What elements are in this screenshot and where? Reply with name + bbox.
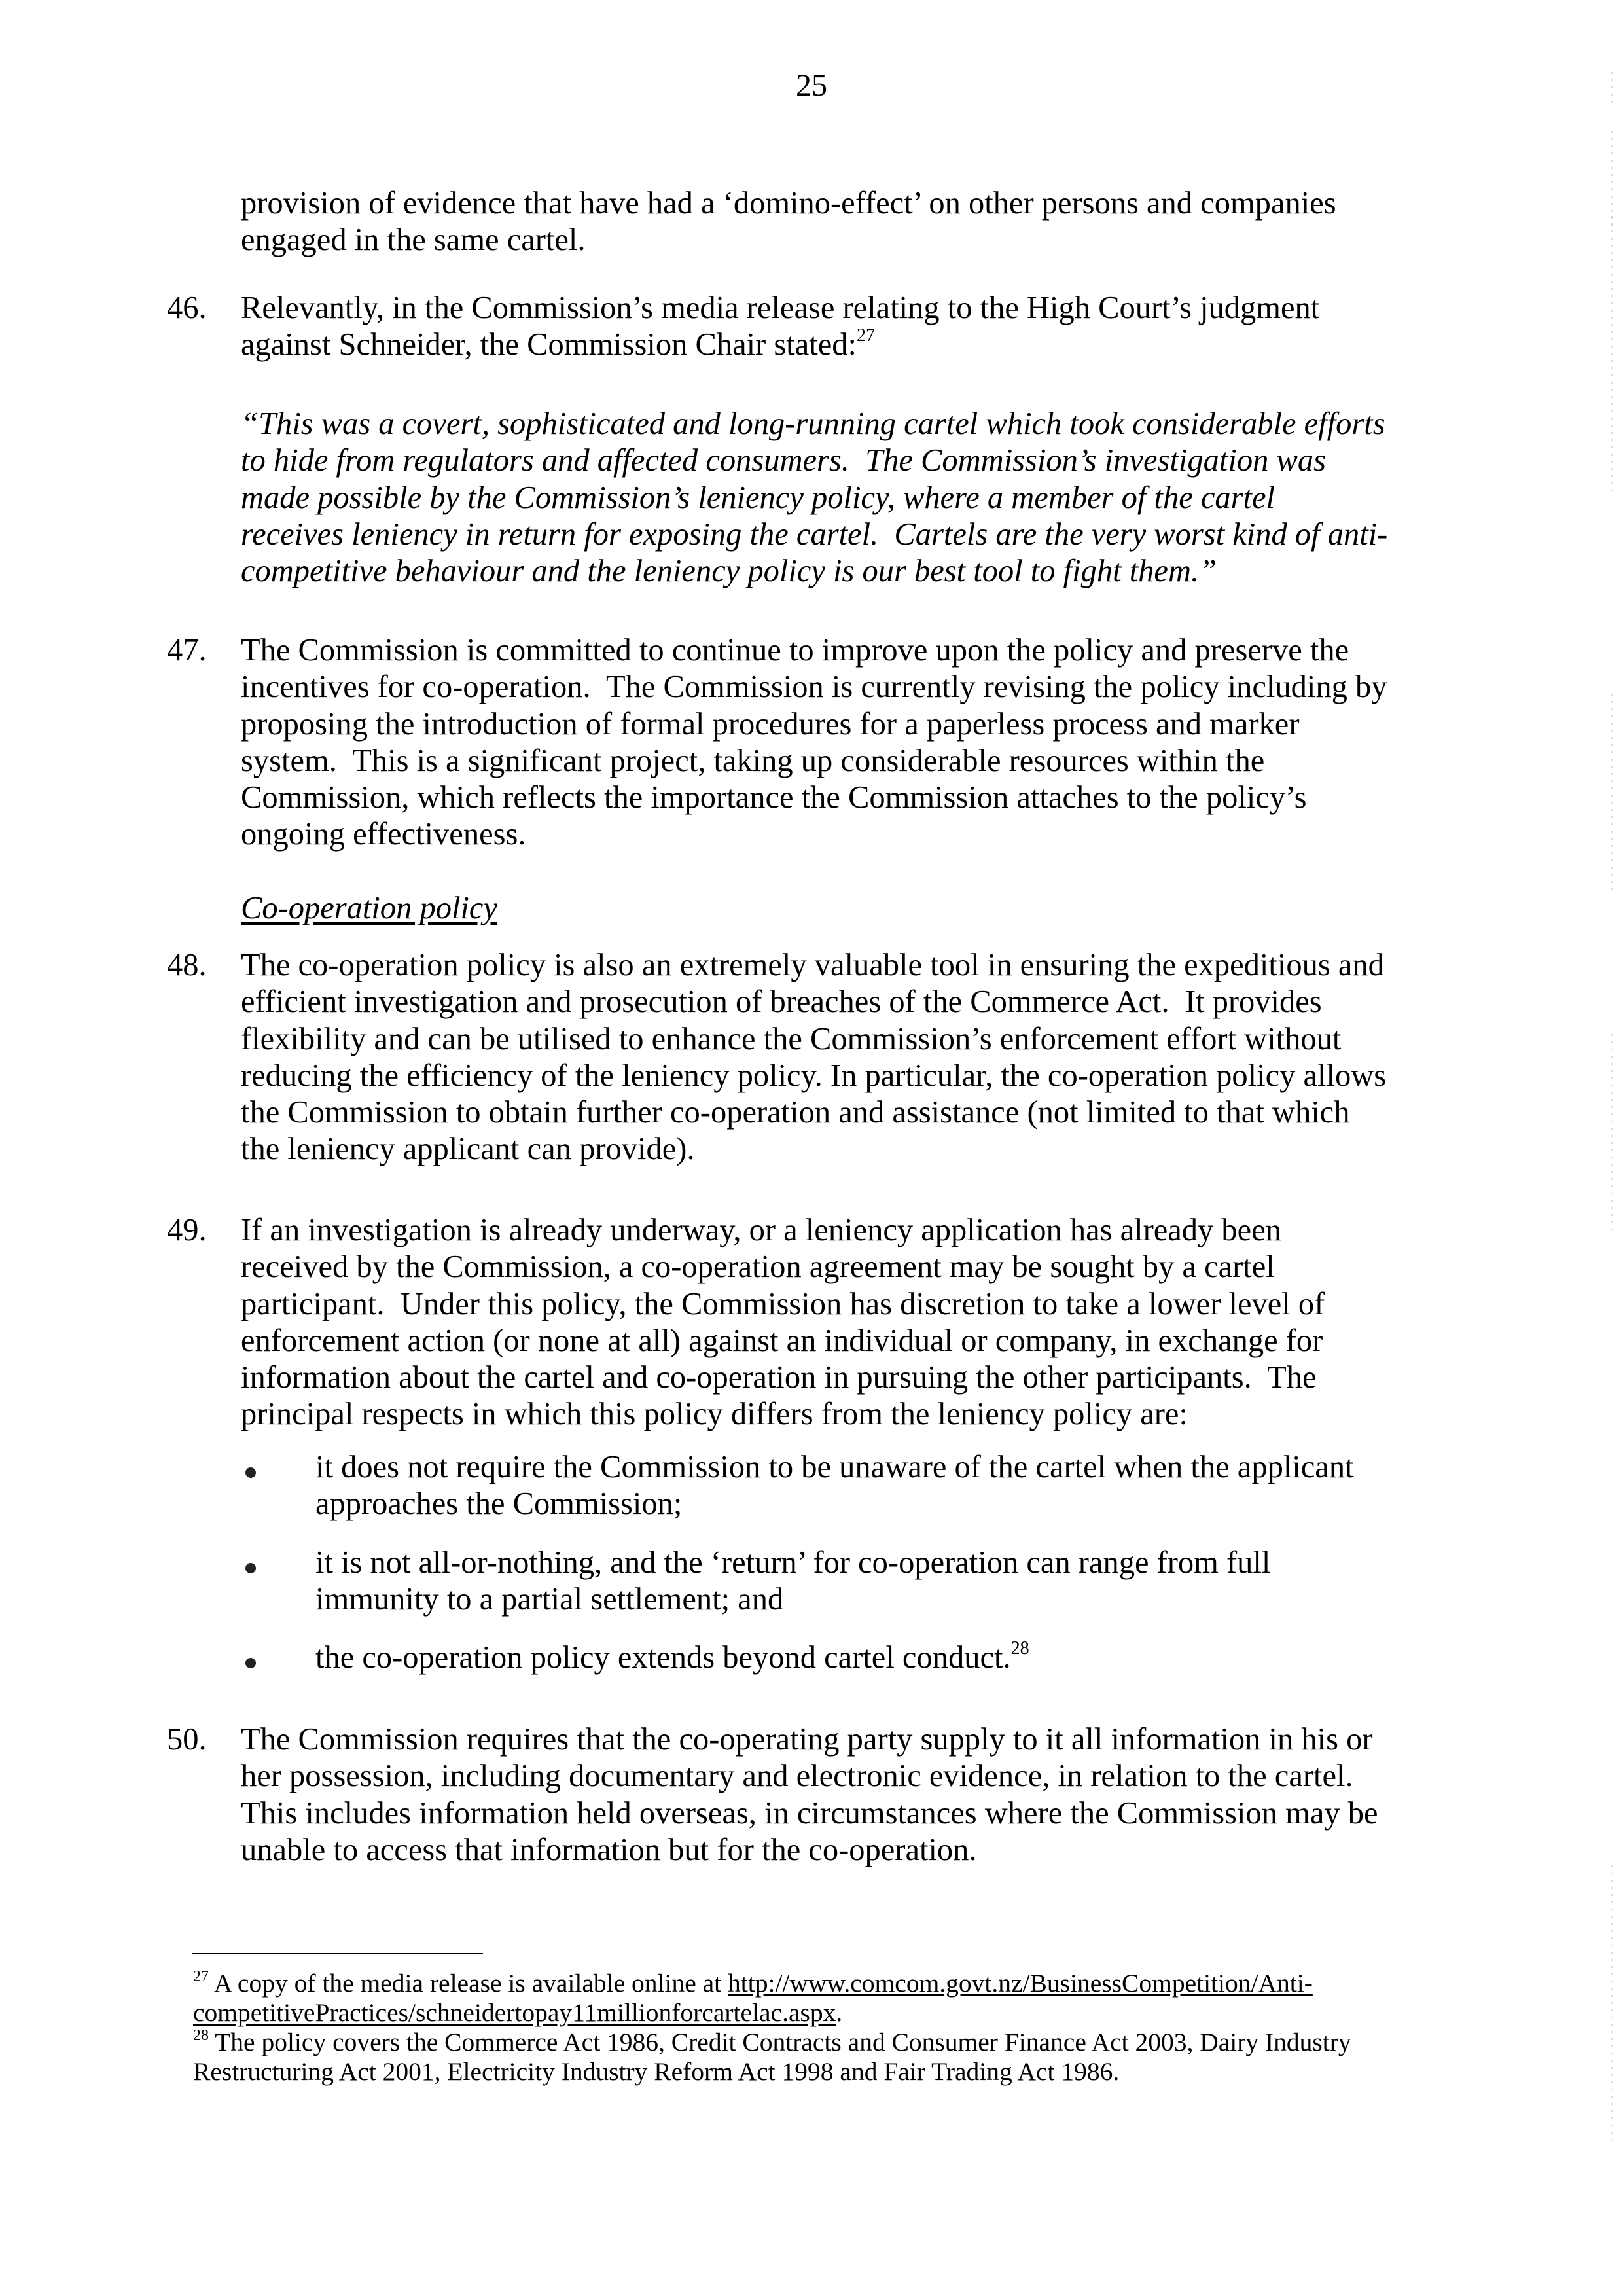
text-line: The Commission is committed to continue to improve upon the policy and preserve the [241, 633, 1349, 668]
text-line: efficient investigation and prosecution of breaches of the Commerce Act. It provides [241, 984, 1322, 1020]
text-line: the Commission to obtain further co-operation and assistance (not limited to that which [241, 1095, 1350, 1130]
quote-line: receives leniency in return for exposing the cartel. Cartels are the very worst kind of anti- [241, 516, 1388, 552]
paragraph-number: 47. [167, 633, 207, 668]
footnote-ref-28[interactable]: 28 [1010, 1638, 1029, 1659]
footnote-line [193, 2028, 1436, 2057]
text-line: participant. Under this policy, the Commission has discretion to take a lower level of [241, 1286, 1325, 1321]
block-quote [241, 406, 1432, 590]
paragraph-number: 50. [167, 1722, 207, 1757]
continuation-text [241, 185, 1432, 259]
footnote-ref-27[interactable]: 27 [856, 325, 875, 346]
paragraph-50 [241, 1721, 1432, 1869]
paragraph-46 [241, 290, 1432, 364]
footnote-separator [192, 1953, 483, 1954]
text-line [315, 1640, 1441, 1676]
text-line: it does not require the Commission to be unaware of the cartel when the applicant [315, 1450, 1354, 1484]
footnote-marker: 27 [193, 1967, 209, 1985]
footnote-marker: 28 [193, 2026, 209, 2044]
text-line: principal respects in which this policy differs from the leniency policy are: [241, 1397, 1188, 1432]
paragraph-number: 49. [167, 1213, 207, 1247]
text-line: This includes information held overseas, in circumstances where the Commission may be [241, 1795, 1378, 1831]
text-line: proposing the introduction of formal procedures for a paperless process and marker [241, 706, 1300, 742]
text-line: Relevantly, in the Commission’s media release relating to the High Court’s judgment [241, 291, 1320, 325]
text-line: flexibility and can be utilised to enhance the Commission’s enforcement effort without [241, 1021, 1342, 1056]
bullet-item [315, 1545, 1441, 1619]
footnote-line [193, 1998, 1436, 2028]
paragraph-48 [241, 947, 1432, 1168]
bullet-item [315, 1449, 1441, 1523]
scan-artifact [1611, 131, 1613, 229]
scan-artifact [1611, 216, 1613, 491]
text-line: Commission, which reflects the importance the Commission attaches to the policy’s [241, 780, 1307, 816]
quote-line: made possible by the Commission’s leniency policy, where a member of the cartel [241, 480, 1275, 515]
scan-artifact [1611, 694, 1613, 890]
bullet-icon [245, 1658, 256, 1668]
text-line: received by the Commission, a co-operation agreement may be sought by a cartel [241, 1249, 1275, 1285]
bullet-item [315, 1640, 1441, 1676]
page-number: 25 [796, 68, 827, 103]
text-line: reducing the efficiency of the leniency policy. In particular, the co-operation policy allows [241, 1058, 1387, 1093]
footnote-line [193, 1969, 1436, 1998]
text-line: her possession, including documentary and electronic evidence, in relation to the cartel. [241, 1759, 1353, 1794]
footnote-link[interactable]: competitivePractices/schneidertopay11millionforcartelac.aspx [193, 1998, 836, 2027]
text-span: against Schneider, the Commission Chair stated: [241, 327, 857, 363]
footnote-link[interactable]: http://www.comcom.govt.nz/BusinessCompetition/Anti- [728, 1969, 1313, 1998]
paragraph-49 [241, 1212, 1432, 1433]
footnote-text: . [836, 1998, 843, 2027]
section-heading: Co-operation policy [241, 891, 497, 925]
quote-line: competitive behaviour and the leniency policy is our best tool to fight them.” [241, 554, 1217, 589]
text-line: ongoing effectiveness. [241, 817, 526, 852]
scan-artifact [1611, 1034, 1613, 1230]
text-line: The Commission requires that the co-operating party supply to it all information in his or [241, 1722, 1373, 1757]
scan-artifact [1611, 72, 1613, 105]
footnote-27 [193, 1969, 1436, 2028]
text-line: enforcement action (or none at all) against an individual or company, in exchange for [241, 1323, 1323, 1358]
text-line [241, 327, 1432, 363]
text-line: information about the cartel and co-operation in pursuing the other participants. The [241, 1360, 1317, 1395]
quote-line: to hide from regulators and affected consumers. The Commission’s investigation was [241, 443, 1326, 478]
footnote-line: Restructuring Act 2001, Electricity Industry Reform Act 1998 and Fair Trading Act 1986. [193, 2057, 1120, 2086]
text-span: the co-operation policy extends beyond cartel conduct. [315, 1640, 1011, 1675]
footnote-28 [193, 2028, 1436, 2087]
text-line: system. This is a significant project, taking up considerable resources within the [241, 743, 1265, 778]
bullet-icon [245, 1563, 256, 1573]
text-line: provision of evidence that have had a ‘domino-effect’ on other persons and companies [241, 186, 1336, 221]
footnote-text: The policy covers the Commerce Act 1986, Credit Contracts and Consumer Finance Act 2003, Dairy Industry [215, 2028, 1351, 2056]
text-line: it is not all-or-nothing, and the ‘return’ for co-operation can range from full [315, 1545, 1271, 1580]
paragraph-number: 46. [167, 291, 207, 325]
text-line: If an investigation is already underway, or a leniency application has already been [241, 1213, 1281, 1247]
text-line: immunity to a partial settlement; and [315, 1582, 784, 1617]
text-line: incentives for co-operation. The Commission is currently revising the policy including by [241, 670, 1387, 705]
quote-line: “This was a covert, sophisticated and long-running cartel which took considerable efforts [241, 406, 1385, 441]
text-line: unable to access that information but for the co-operation. [241, 1832, 977, 1867]
paragraph-47 [241, 632, 1432, 853]
text-line: The co-operation policy is also an extremely valuable tool in ensuring the expeditious and [241, 948, 1384, 982]
bullet-icon [245, 1467, 256, 1478]
scan-artifact [1611, 1865, 1613, 2140]
footnote-text: A copy of the media release is available online at [213, 1969, 722, 1998]
text-line: approaches the Commission; [315, 1486, 683, 1522]
paragraph-number: 48. [167, 948, 207, 982]
text-line: the leniency applicant can provide). [241, 1132, 695, 1167]
text-line: engaged in the same cartel. [241, 223, 586, 258]
